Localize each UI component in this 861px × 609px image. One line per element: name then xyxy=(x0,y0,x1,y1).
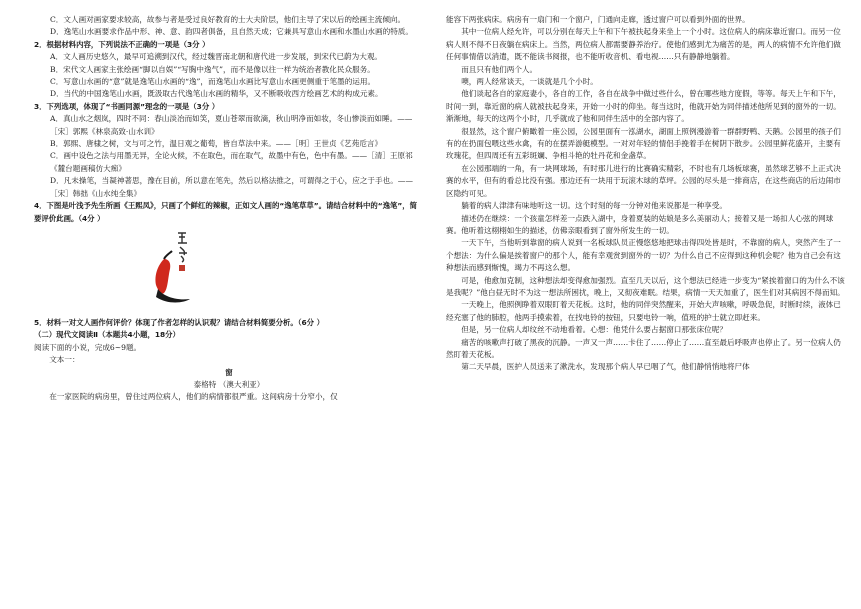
story-paragraph-1: 在一家医院的病房里，曾住过两位病人，他们的病情都很严重。这间病房十分窄小，仅 xyxy=(49,392,338,402)
q1-option-d: D．逸笔山水画要求作品中形、神、意、韵四者俱备，且自然天成；它兼具写意山水画和水墨山水画的特质。 xyxy=(50,27,413,37)
q3-option-b: B．郭熙、唐棣之树，文与可之竹，温日观之葡萄，皆自草法中来。——［明］王世贞《艺苑卮言》 xyxy=(50,139,383,149)
story-paragraph-8: 躺着的病人津津有味地听这一切。这个时刻的每一分钟对他来说都是一种享受。 xyxy=(461,201,727,211)
story-paragraph-11: 可是，他愈加克制，这种想法却变得愈加强烈。直至几天以后，这个想法已经进一步变为“紧挨着窗口的为什么不该是我呢？”他白昼无时不为这一想法所困扰，晚上，又彻夜难眠。结果，病情一天天加重了，医生们对其病因不得而知。 xyxy=(446,275,845,297)
story-paragraph-7: 在公园那端的一角，有一块网球场，有时那儿进行的比赛确实精彩，不时也有几场板球赛，虽然球艺够不上正式决赛的水平，但有的看总比没有强。那边还有一块用于玩滚木球的草坪。公园的尽头是一排商店，在这些商店的后边闹市区隐约可见。 xyxy=(446,163,841,198)
q2-option-b: B．宋代文人画家主张绘画“脚以自娱”“写胸中逸气”，而不是像以往一样为统治者教化民众服务。 xyxy=(50,64,375,74)
story-paragraph-14: 痛苦的咳嗽声打破了黑夜的沉静。一声又一声……卡住了……停止了……直至最后呼吸声也停止了。另一位病人仍然盯着天花板。 xyxy=(446,337,841,359)
story-paragraph-2: 其中一位病人经允许，可以分别在每天上午和下午被扶起身来坐上一个小时。这位病人的病床靠近窗口。而另一位病人则不得不日夜躺在病床上。当然，两位病人都需要静养治疗。使他们感到尤为痛苦的是，两人的病情不允许他们做任何事情借以消遣，既不能读书阅报，也不能听收音机、看电视……只有静静地躺着。 xyxy=(446,27,841,62)
q3-stem: 3．下列选项，体现了“书画同源”理念的一项是（3分 ） xyxy=(34,101,220,111)
text-label: 文本一： xyxy=(49,355,80,365)
story-paragraph-5: 他们谈起各自的家庭妻小，各自的工作，各自在战争中做过些什么，曾在哪些地方度假，等等。每天上午和下午，时间一到，靠近窗的病人就被扶起身来，开始一小时的仰坐。每当这时，他就开始为同伴描述他所见到的窗外的一切。渐渐地，每天的这两个小时，几乎就成了他和同伴生活中的全部内容了。 xyxy=(446,89,841,124)
story-author: 泰格特 （澳大利亚） xyxy=(193,379,265,389)
reading-instruction: 阅读下面的小说，完成6~9题。 xyxy=(34,342,142,352)
q2-stem: 2．根据材料内容，下列说法不正确的一项是（3分 ） xyxy=(34,39,210,49)
right-column xyxy=(446,14,846,374)
story-paragraph-13: 但是，另一位病人却纹丝不动地看着。心想：他凭什么要占据窗口那张床位呢？ xyxy=(461,325,727,335)
q2-option-a: A．文人画历史悠久，最早可追溯到汉代，经过魏晋南北朝和唐代进一步发展，到宋代已蔚为大观。 xyxy=(50,52,383,62)
q5-stem: 5．材料一对文人画作何评价？体现了作者怎样的认识观？请结合材料简要分析。（6分 ） xyxy=(34,317,325,327)
story-paragraph-4: 噢，两人经常谈天，一谈就是几个小时。 xyxy=(461,77,598,87)
story-paragraph-3: 而且只有他们两个人。 xyxy=(461,64,538,74)
story-paragraph-9: 描述仍在继续：一个孩童怎样差一点跌入湖中，身着夏装的姑娘是多么美丽动人；接着又是一场扣人心弦的网球赛。他听着这栩栩如生的描述，仿佛亲眼看到了窗外所发生的一切。 xyxy=(446,213,834,235)
story-paragraph-6: 很显然，这个窗户俯瞰着一座公园，公园里面有一泓湖水，湖面上照例漫游着一群群野鸭、天鹅。公园里的孩子们有的在扔面包喂这些水禽，有的在摆弄游艇模型。一对对年轻的情侣手挽着手在树阴下散步。公园里鲜花盛开，主要有玫瑰花，但四周还有五彩斑斓、争相斗艳的牡丹花和金盏草。 xyxy=(446,126,841,161)
story-paragraph-12: 一天晚上，他照例睁着双眼盯着天花板。这时，他的同伴突然醒来，开始大声咳嗽，呼吸急促，时断时续，液体已经充塞了他的肺腔，他两手摸索着，在找电铃的按钮，只要电铃一响，值班的护士就立即赶来。 xyxy=(446,300,841,322)
pepper-painting xyxy=(34,229,424,313)
q3-option-a: A．真山水之烟岚，四时不同：春山淡冶而如笑，夏山苍翠而欲滴，秋山明净而如妆，冬山惨淡而如睡。——［宋］郭熙《林泉高致·山水训》 xyxy=(50,114,413,136)
story-title: 窗 xyxy=(225,367,233,377)
q4-stem: 4．下图是叶浅予先生所画《王熙凤》，只画了个鲜红的辣椒，正如文人画的“逸笔草草”。请结合材料中的“逸笔”，简要评价此画。（4分 ） xyxy=(34,201,418,223)
section-title: （二）现代文阅读Ⅱ（本题共4小题，18分） xyxy=(34,330,180,340)
pepper-painting-image xyxy=(134,229,204,313)
story-paragraph-cont: 能容下两张病床。病房有一扇门和一个窗户，门通向走廊，透过窗户可以看到外面的世界。 xyxy=(446,15,750,24)
q2-option-c: C．写意山水画的“意”就是逸笔山水画的“逸”，而逸笔山水画比写意山水画更侧重于笔墨的运用。 xyxy=(50,77,376,87)
left-column xyxy=(34,14,424,404)
story-paragraph-15: 第二天早晨，医护人员送来了漱洗水，发现那个病人早已咽了气，他们静悄悄地将尸体 xyxy=(461,362,750,372)
q3-option-c: C．画中设色之法与用墨无异，全论火候，不在取色，而在取气，故墨中有色，色中有墨。——［清］王原祁《麓台题画稿仿大痴》 xyxy=(50,151,413,173)
q1-option-c: C．文人画对画家要求较高，故参与者是受过良好教育的士大夫阶层，他们主导了宋以后的绘画主流倾向。 xyxy=(50,15,406,24)
story-paragraph-10: 一天下午，当他听到靠窗的病人说到一名板球队员正慢悠悠地把球击得四处皆是时，不靠窗的病人，突然产生了一个想法：为什么偏是挨着窗户的那个人，能有幸观赏到窗外的一切？为什么自己不应得到这种机会呢？他为自己会有这种想法而感到惭愧，竭力不再这么想。 xyxy=(446,238,841,273)
q3-option-d: D．凡未操笔，当凝神著思，豫在目前，所以意在笔先，然后以格法推之，可谓得之于心，应之于手也。——［宋］韩拙《山水纯全集》 xyxy=(50,176,413,198)
q2-option-d: D．当代的中国逸笔山水画，既汲取古代逸笔山水画的精华，又不断吸收西方绘画艺术的构成元素。 xyxy=(50,89,383,99)
